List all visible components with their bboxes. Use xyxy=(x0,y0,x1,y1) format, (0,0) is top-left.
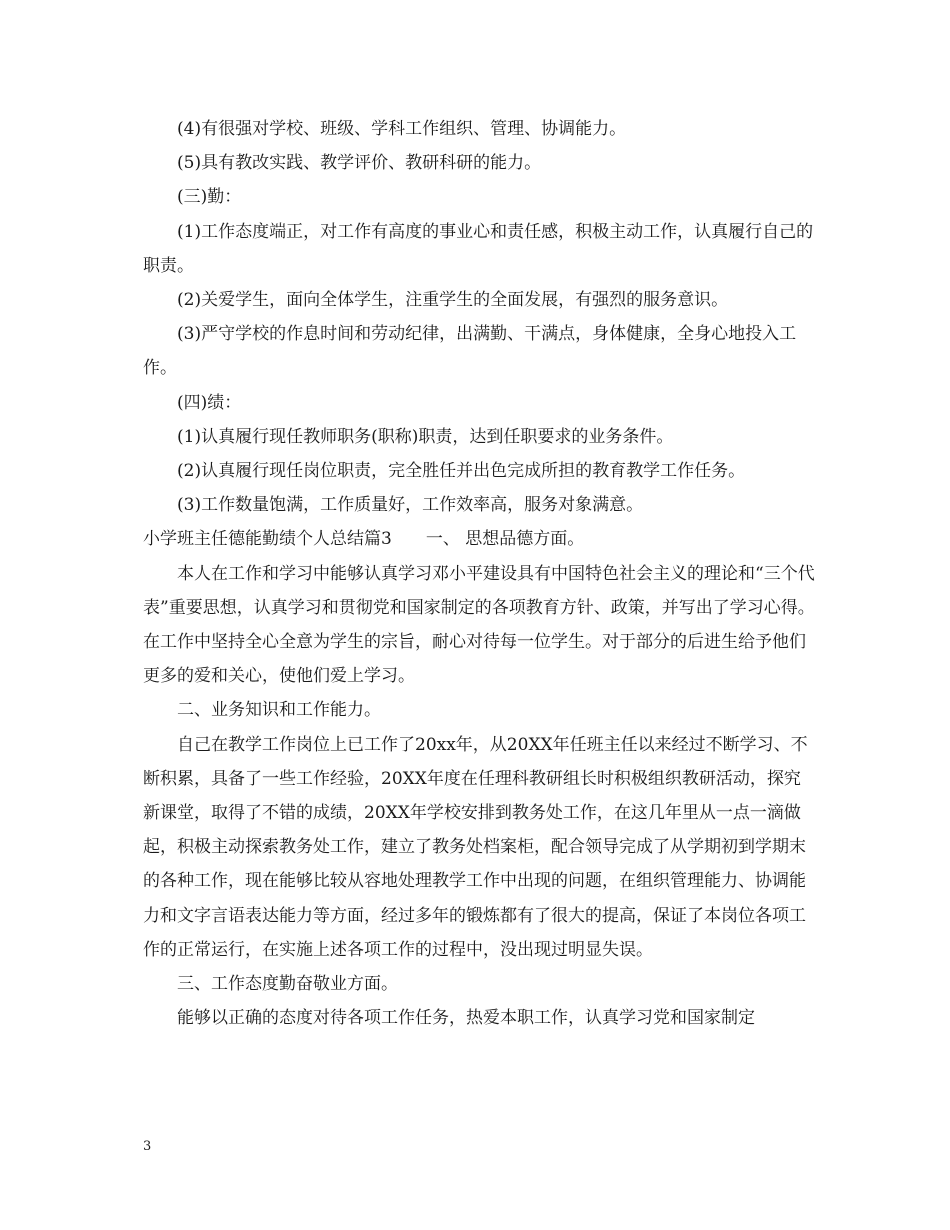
paragraph: (3)工作数量饱满，工作质量好，工作效率高，服务对象满意。 xyxy=(177,495,644,516)
paragraph: (1)认真履行现任教师职务(职称)职责，达到任职要求的业务条件。 xyxy=(177,426,674,447)
paragraph: 本人在工作和学习中能够认真学习邓小平建设具有中国特色社会主义的理论和“三个代表”重要思想，认真学习和贯彻党和国家制定的各项教育方针、政策，并写出了学习心得。在工作中坚持全心全意为学生的宗旨，耐心对待每一位学生。对于部分的后进生给予他们更多的爱和关心，使他们爱上学习。 xyxy=(143,563,815,687)
paragraph: (1)工作态度端正，对工作有高度的事业心和责任感，积极主动工作，认真履行自己的职责。 xyxy=(143,221,814,276)
paragraph: 二、业务知识和工作能力。 xyxy=(177,700,381,721)
paragraph: 能够以正确的态度对待各项工作任务，热爱本职工作，认真学习党和国家制定 xyxy=(177,1008,755,1029)
paragraph: 自己在教学工作岗位上已工作了20xx年，从20XX年任班主任以来经过不断学习、不断积累，具备了一些工作经验，20XX年度在任理科教研组长时积极组织教研活动，探究新课堂，取得了不错的成绩，20XX年学校安排到教务处工作，在这几年里从一点一滴做起，积极主动探索教务处工作，建立了教务处档案柜，配合领导完成了从学期初到学期末的各种工作，现在能够比较从容地处理教学工作中出现的问题，在组织管理能力、协调能力和文字言语表达能力等方面，经过多年的锻炼都有了很大的提高，保证了本岗位各项工作的正常运行，在实施上述各项工作的过程中，没出现过明显失误。 xyxy=(143,734,808,960)
paragraph: (5)具有教改实践、教学评价、教研科研的能力。 xyxy=(177,153,542,174)
document-body xyxy=(143,112,815,1035)
paragraph: (2)认真履行现任岗位职责，完全胜任并出色完成所担的教育教学工作任务。 xyxy=(177,461,746,482)
section-title: 小学班主任德能勤绩个人总结篇3 一、 思想品德方面。 xyxy=(143,529,585,550)
paragraph: (四)绩： xyxy=(177,392,242,413)
paragraph: (三)勤： xyxy=(177,187,242,208)
paragraph: (4)有很强对学校、班级、学科工作组织、管理、协调能力。 xyxy=(177,119,627,139)
paragraph: 三、工作态度勤奋敬业方面。 xyxy=(177,974,398,995)
paragraph: (2)关爱学生，面向全体学生，注重学生的全面发展，有强烈的服务意识。 xyxy=(177,290,729,311)
paragraph: (3)严守学校的作息时间和劳动纪律，出满勤、干满点，身体健康，全身心地投入工作。 xyxy=(143,324,797,379)
page-number: 3 xyxy=(143,1139,152,1154)
